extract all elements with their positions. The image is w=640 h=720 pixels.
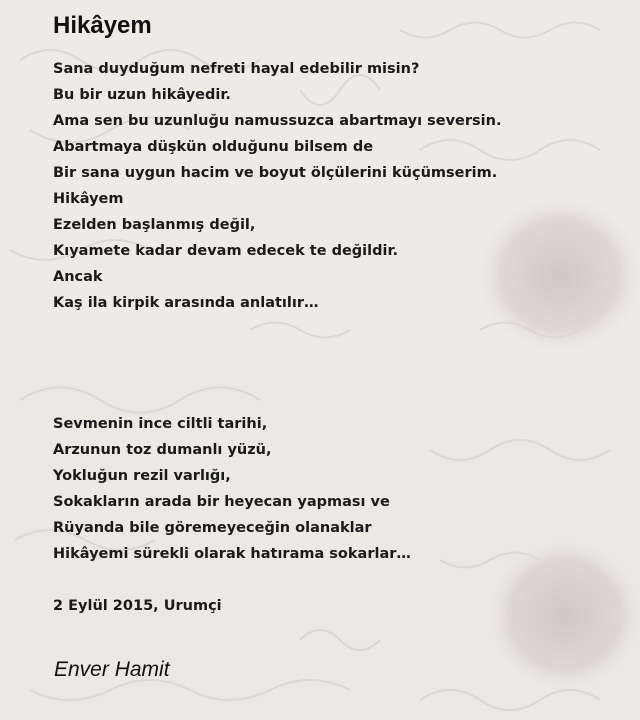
poem-line: Kaş ila kirpik arasında anlatılır… bbox=[53, 295, 319, 311]
poem-line: Hikâyem bbox=[53, 191, 124, 207]
poem-title: Hikâyem bbox=[53, 12, 152, 39]
stanza-1 bbox=[53, 56, 613, 316]
poem-line: Sevmenin ince ciltli tarihi, bbox=[53, 416, 268, 432]
poem-line: Sana duyduğum nefreti hayal edebilir misin? bbox=[53, 61, 420, 77]
poem-line: Ezelden başlanmış değil, bbox=[53, 217, 256, 233]
poem-line: Ama sen bu uzunluğu namussuzca abartmayı seversin. bbox=[53, 113, 502, 129]
poem-line: Ancak bbox=[53, 269, 103, 285]
poem-line: Kıyamete kadar devam edecek te değildir. bbox=[53, 243, 399, 259]
poem-line: Sokakların arada bir heyecan yapması ve bbox=[53, 494, 390, 510]
poem-line: Rüyanda bile göremeyeceğin olanaklar bbox=[53, 520, 372, 536]
poem-line: Bu bir uzun hikâyedir. bbox=[53, 87, 231, 103]
poem-content bbox=[53, 10, 613, 316]
poem-line: Hikâyemi sürekli olarak hatırama sokarlar… bbox=[53, 546, 411, 562]
poem-line: Abartmaya düşkün olduğunu bilsem de bbox=[53, 139, 374, 155]
poem-date-place: 2 Eylül 2015, Urumçi bbox=[53, 598, 222, 614]
poem-line: Arzunun toz dumanlı yüzü, bbox=[53, 442, 272, 458]
poem-line: Yokluğun rezil varlığı, bbox=[53, 468, 231, 484]
stanza-2 bbox=[53, 411, 411, 567]
poem-line: Bir sana uygun hacim ve boyut ölçülerini küçümserim. bbox=[53, 165, 498, 181]
ink-stain-bottom bbox=[485, 537, 640, 693]
poem-author: Enver Hamit bbox=[54, 658, 170, 681]
